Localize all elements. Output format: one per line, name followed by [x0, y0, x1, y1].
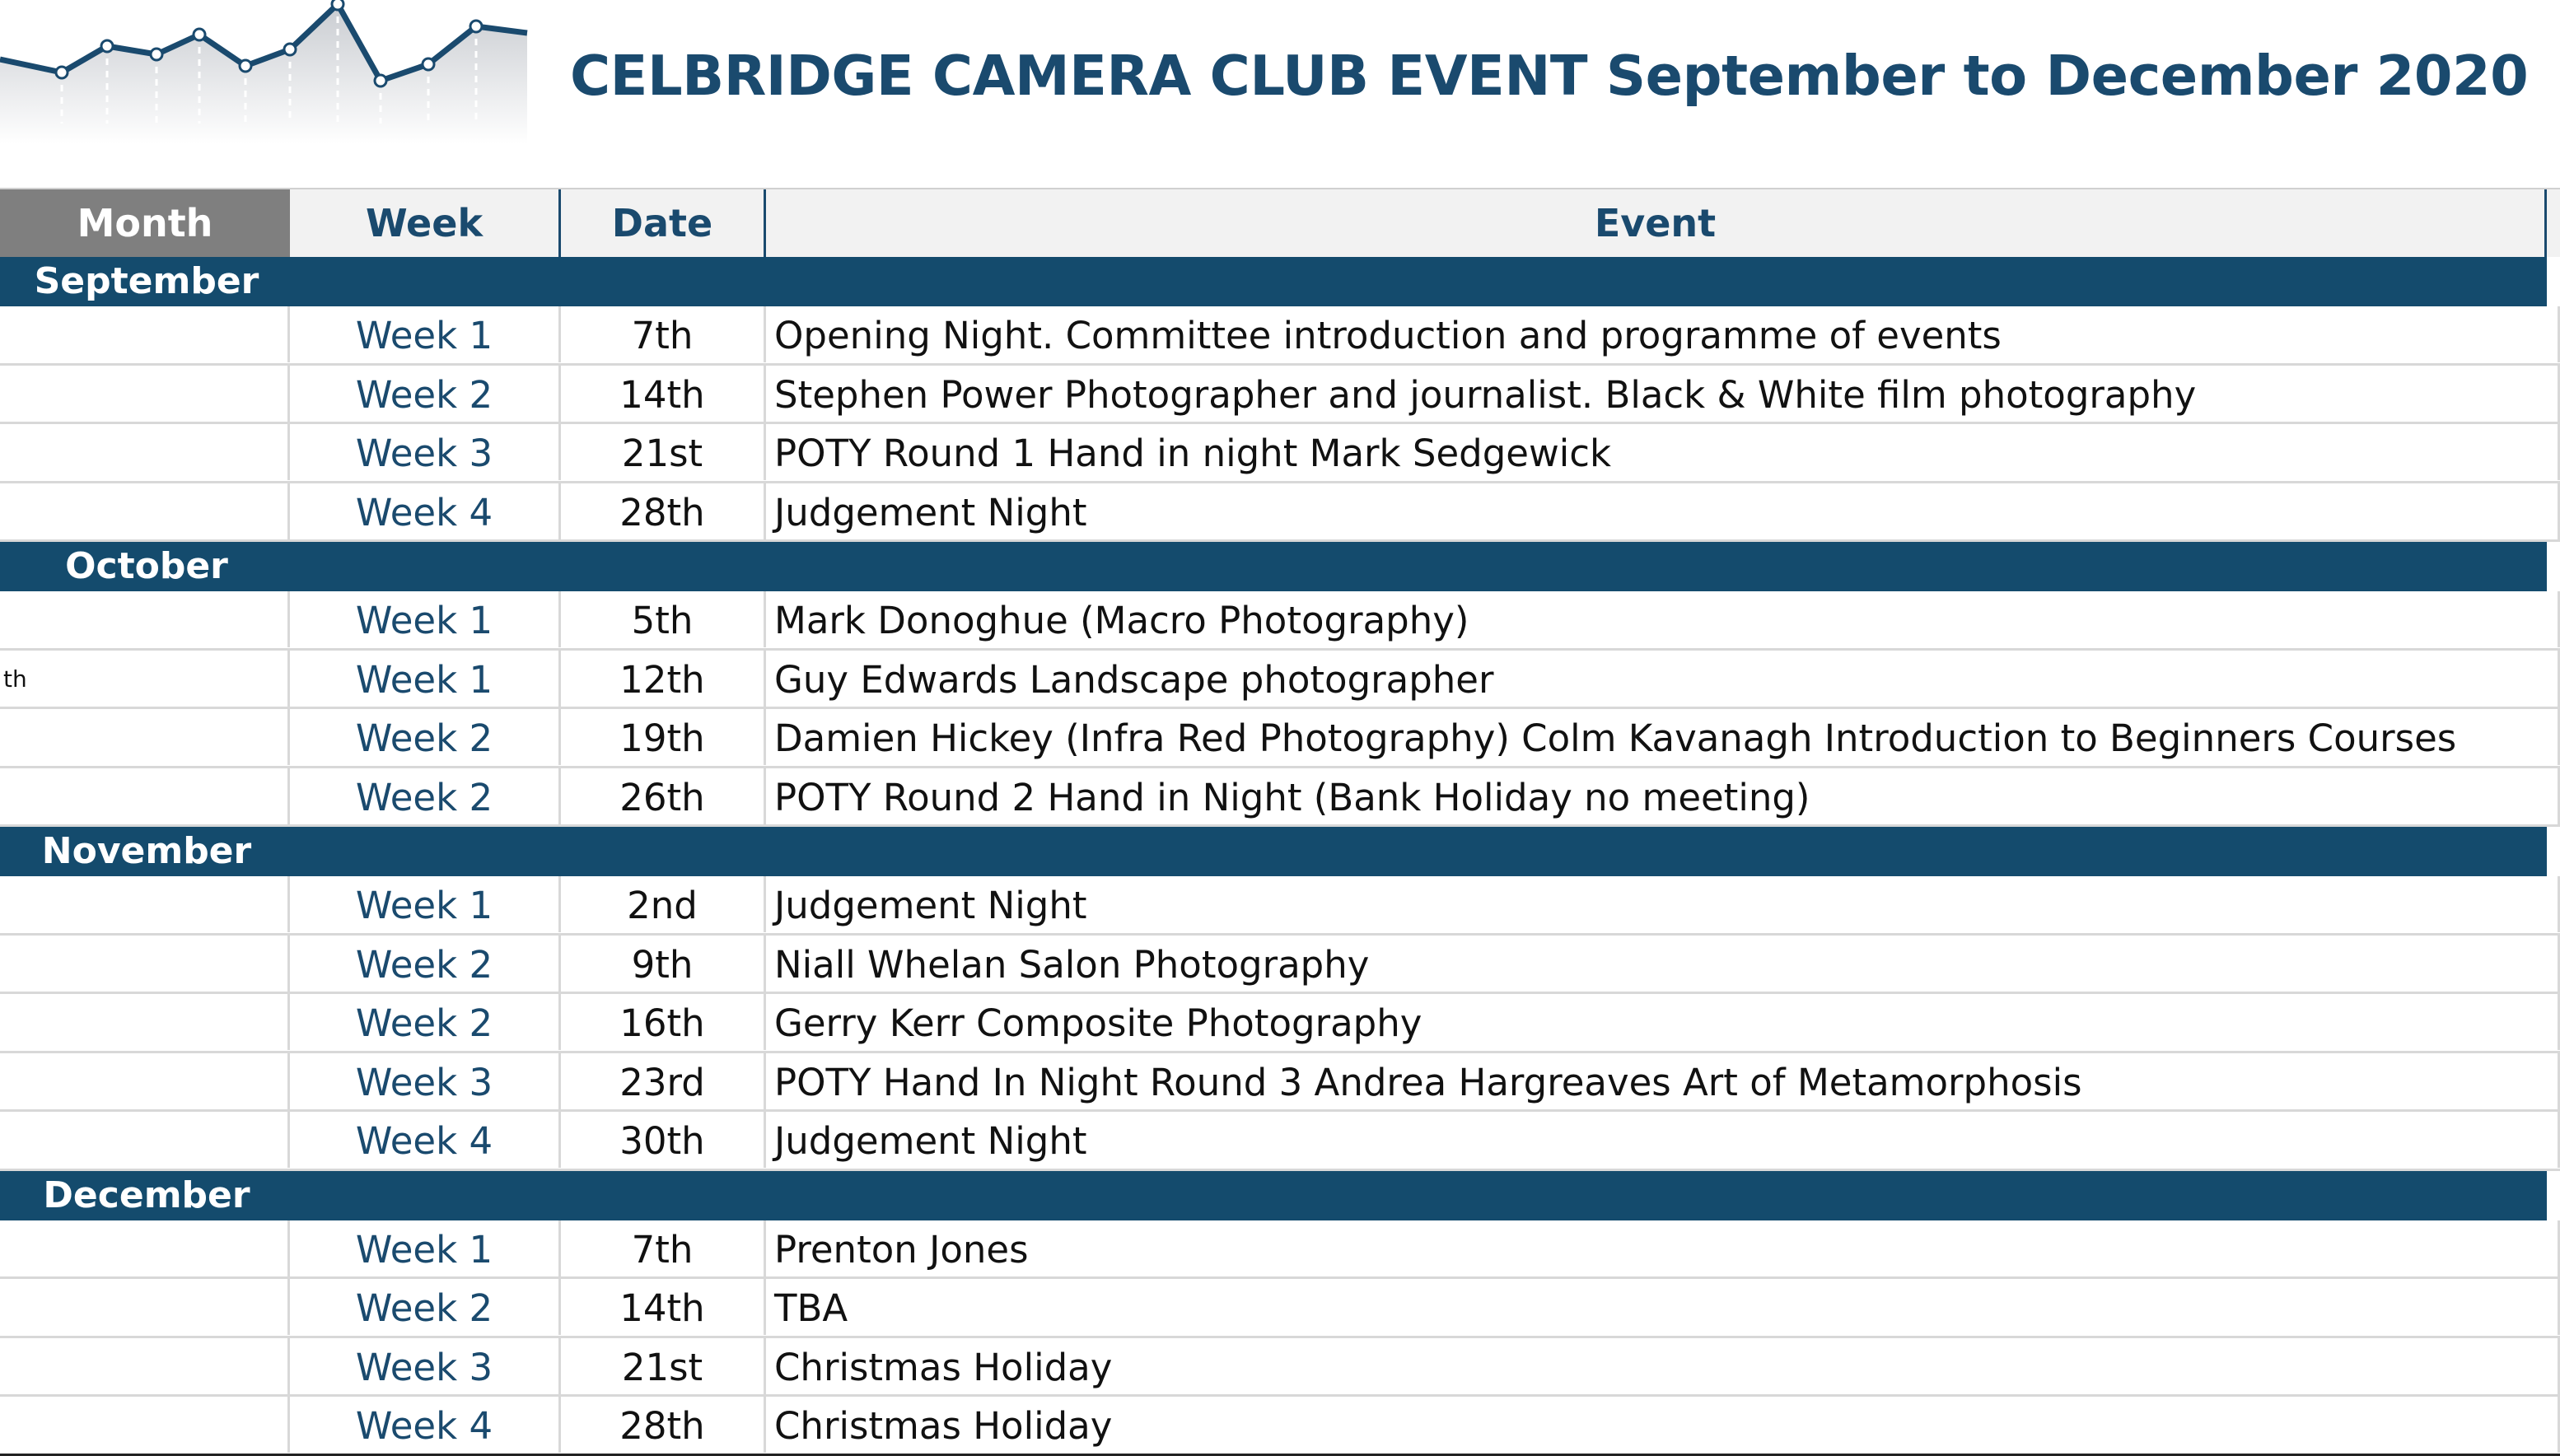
- table-row: [0, 1220, 2560, 1280]
- week-cell: Week 2: [290, 1279, 561, 1335]
- month-cell: [0, 709, 290, 765]
- month-cell: [0, 876, 290, 932]
- table-row: [0, 768, 2560, 828]
- date-cell: 26th: [561, 768, 766, 824]
- table-row: [0, 994, 2560, 1053]
- month-cell: [0, 483, 290, 539]
- month-cell: [0, 1279, 290, 1335]
- date-cell: 21st: [561, 1338, 766, 1394]
- date-cell: 28th: [561, 483, 766, 539]
- event-cell: POTY Round 1 Hand in night Mark Sedgewick: [766, 424, 2560, 480]
- month-label: November: [41, 830, 252, 872]
- date-cell: 9th: [561, 936, 766, 992]
- table-header: [0, 188, 2560, 257]
- month-cell: [0, 591, 290, 647]
- event-cell: Mark Donoghue (Macro Photography): [766, 591, 2560, 647]
- table-row: [0, 306, 2560, 366]
- month-band: [0, 1171, 2560, 1220]
- week-cell: Week 1: [290, 876, 561, 932]
- event-cell: Judgement Night: [766, 1112, 2560, 1168]
- date-column-header: Date: [561, 189, 766, 257]
- month-label: December: [43, 1174, 250, 1216]
- week-cell: Week 2: [290, 936, 561, 992]
- events-table: [0, 188, 2560, 1456]
- month-cell: [0, 424, 290, 480]
- table-row: [0, 483, 2560, 543]
- event-column-header: Event: [766, 189, 2547, 257]
- month-label: September: [34, 260, 259, 302]
- event-cell: Christmas Holiday: [766, 1397, 2560, 1453]
- date-cell: 19th: [561, 709, 766, 765]
- month-cell: [0, 1397, 290, 1453]
- event-cell: Guy Edwards Landscape photographer: [766, 651, 2560, 707]
- month-cell: [0, 768, 290, 824]
- month-label: October: [65, 545, 228, 587]
- date-cell: 5th: [561, 591, 766, 647]
- month-cell: [0, 306, 290, 362]
- table-row: [0, 1338, 2560, 1398]
- date-cell: 14th: [561, 1279, 766, 1335]
- table-row: [0, 936, 2560, 995]
- month-cell: [0, 366, 290, 422]
- week-cell: Week 4: [290, 1397, 561, 1453]
- month-column-header: Month: [0, 189, 290, 257]
- week-cell: Week 3: [290, 1053, 561, 1109]
- date-cell: 14th: [561, 366, 766, 422]
- month-cell: [0, 1053, 290, 1109]
- month-band: [0, 257, 2560, 306]
- week-cell: Week 1: [290, 651, 561, 707]
- event-cell: Niall Whelan Salon Photography: [766, 936, 2560, 992]
- table-row: [0, 1279, 2560, 1338]
- week-cell: Week 3: [290, 424, 561, 480]
- event-cell: Prenton Jones: [766, 1220, 2560, 1276]
- table-row: [0, 424, 2560, 483]
- date-cell: 16th: [561, 994, 766, 1050]
- table-row: [0, 591, 2560, 651]
- week-cell: Week 1: [290, 1220, 561, 1276]
- date-cell: 12th: [561, 651, 766, 707]
- event-cell: Opening Night. Committee introduction and programme of events: [766, 306, 2560, 362]
- week-column-header: Week: [290, 189, 561, 257]
- table-row: [0, 709, 2560, 768]
- date-cell: 7th: [561, 306, 766, 362]
- month-cell: th: [0, 651, 290, 707]
- week-cell: Week 4: [290, 483, 561, 539]
- event-cell: POTY Round 2 Hand in Night (Bank Holiday no meeting): [766, 768, 2560, 824]
- date-cell: 21st: [561, 424, 766, 480]
- page-title: CELBRIDGE CAMERA CLUB EVENT September to December 2020: [570, 44, 2529, 108]
- line-chart-icon: [0, 0, 535, 144]
- week-cell: Week 1: [290, 591, 561, 647]
- month-cell: [0, 1220, 290, 1276]
- table-row: [0, 1112, 2560, 1171]
- month-cell: [0, 1338, 290, 1394]
- week-cell: Week 2: [290, 768, 561, 824]
- event-cell: TBA: [766, 1279, 2560, 1335]
- table-row: [0, 1053, 2560, 1113]
- month-cell: [0, 936, 290, 992]
- date-cell: 30th: [561, 1112, 766, 1168]
- event-cell: Judgement Night: [766, 483, 2560, 539]
- month-cell: [0, 994, 290, 1050]
- date-cell: 23rd: [561, 1053, 766, 1109]
- table-row: [0, 366, 2560, 425]
- week-cell: Week 2: [290, 709, 561, 765]
- table-row: [0, 876, 2560, 936]
- week-cell: Week 2: [290, 366, 561, 422]
- month-cell: [0, 1112, 290, 1168]
- date-cell: 28th: [561, 1397, 766, 1453]
- table-body: [0, 257, 2560, 1456]
- date-cell: 2nd: [561, 876, 766, 932]
- event-cell: Stephen Power Photographer and journalist. Black & White film photography: [766, 366, 2560, 422]
- event-cell: Judgement Night: [766, 876, 2560, 932]
- month-band: [0, 827, 2560, 876]
- event-cell: POTY Hand In Night Round 3 Andrea Hargreaves Art of Metamorphosis: [766, 1053, 2560, 1109]
- event-cell: Gerry Kerr Composite Photography: [766, 994, 2560, 1050]
- table-row: [0, 651, 2560, 710]
- week-cell: Week 2: [290, 994, 561, 1050]
- event-cell: Damien Hickey (Infra Red Photography) Colm Kavanagh Introduction to Beginners Courses: [766, 709, 2560, 765]
- month-band: [0, 542, 2560, 591]
- event-cell: Christmas Holiday: [766, 1338, 2560, 1394]
- week-cell: Week 1: [290, 306, 561, 362]
- table-row: [0, 1397, 2560, 1456]
- week-cell: Week 3: [290, 1338, 561, 1394]
- date-cell: 7th: [561, 1220, 766, 1276]
- week-cell: Week 4: [290, 1112, 561, 1168]
